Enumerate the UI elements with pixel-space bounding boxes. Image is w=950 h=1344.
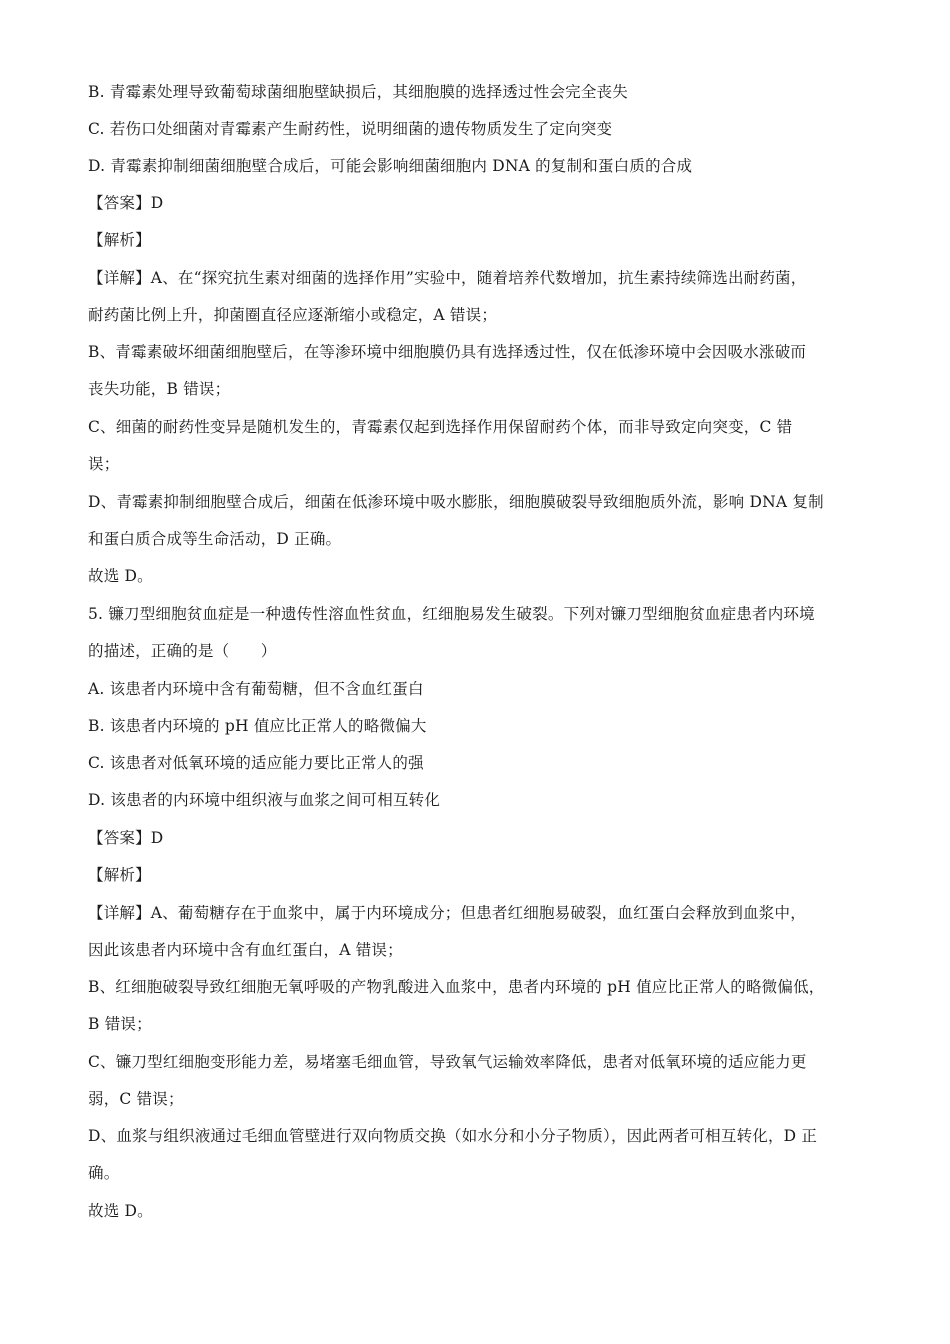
q4-detail-c-line1: C、细菌的耐药性变异是随机发生的，青霉素仅起到选择作用保留耐药个体，而非导致定向突变，C 错 [88, 418, 793, 436]
q5-detail-a-line2: 因此该患者内环境中含有血红蛋白，A 错误； [88, 941, 403, 959]
q4-analysis-tag: 【解析】 [88, 231, 151, 249]
q4-detail-d-line1: D、青霉素抑制细胞壁合成后，细菌在低渗环境中吸水膨胀，细胞膜破裂导致细胞质外流，影响 DNA 复制 [88, 493, 824, 511]
q5-detail-b-line2: B 错误； [88, 1015, 152, 1033]
q5-option-b: B. 该患者内环境的 pH 值应比正常人的略微偏大 [88, 717, 427, 735]
q5-detail-a-line1: 【详解】A、葡萄糖存在于血浆中，属于内环境成分；但患者红细胞易破裂，血红蛋白会释放到血浆中， [88, 904, 806, 922]
q4-detail-a-line2: 耐药菌比例上升，抑菌圈直径应逐渐缩小或稳定，A 错误； [88, 306, 498, 324]
q4-detail-c-line2: 误； [88, 455, 120, 473]
q5-detail-c-line2: 弱，C 错误； [88, 1090, 184, 1108]
q5-conclusion: 故选 D。 [88, 1202, 153, 1220]
q5-stem-line1: 5. 镰刀型细胞贫血症是一种遗传性溶血性贫血，红细胞易发生破裂。下列对镰刀型细胞贫血症患者内环境 [88, 605, 815, 623]
q4-detail-d-line2: 和蛋白质合成等生命活动，D 正确。 [88, 530, 342, 548]
q5-detail-d-line2: 确。 [88, 1164, 120, 1182]
q5-stem-line2: 的描述，正确的是（ ） [88, 642, 277, 660]
q5-detail-d-line1: D、血浆与组织液通过毛细血管壁进行双向物质交换（如水分和小分子物质），因此两者可相互转化，D 正 [88, 1127, 818, 1145]
q4-answer: 【答案】D [88, 194, 164, 212]
q4-option-c: C. 若伤口处细菌对青霉素产生耐药性，说明细菌的遗传物质发生了定向突变 [88, 120, 613, 138]
q4-conclusion: 故选 D。 [88, 567, 153, 585]
q5-detail-c-line1: C、镰刀型红细胞变形能力差，易堵塞毛细血管，导致氧气运输效率降低，患者对低氧环境的适应能力更 [88, 1053, 807, 1071]
q5-option-c: C. 该患者对低氧环境的适应能力要比正常人的强 [88, 754, 424, 772]
q4-detail-b-line2: 丧失功能，B 错误； [88, 380, 231, 398]
q4-option-d: D. 青霉素抑制细菌细胞壁合成后，可能会影响细菌细胞内 DNA 的复制和蛋白质的合成 [88, 157, 693, 175]
q4-detail-a-line1: 【详解】A、在“探究抗生素对细菌的选择作用”实验中，随着培养代数增加，抗生素持续筛选出耐药菌， [88, 269, 807, 287]
q5-option-a: A. 该患者内环境中含有葡萄糖，但不含血红蛋白 [88, 680, 424, 698]
q4-option-b: B. 青霉素处理导致葡萄球菌细胞壁缺损后，其细胞膜的选择透过性会完全丧失 [88, 83, 628, 101]
q5-answer: 【答案】D [88, 829, 164, 847]
q4-detail-b-line1: B、青霉素破坏细菌细胞壁后，在等渗环境中细胞膜仍具有选择透过性，仅在低渗环境中会因吸水涨破而 [88, 343, 807, 361]
q5-analysis-tag: 【解析】 [88, 866, 151, 884]
q5-detail-b-line1: B、红细胞破裂导致红细胞无氧呼吸的产物乳酸进入血浆中，患者内环境的 pH 值应比正常人的略微偏低， [88, 978, 825, 996]
q5-option-d: D. 该患者的内环境中组织液与血浆之间可相互转化 [88, 791, 441, 809]
